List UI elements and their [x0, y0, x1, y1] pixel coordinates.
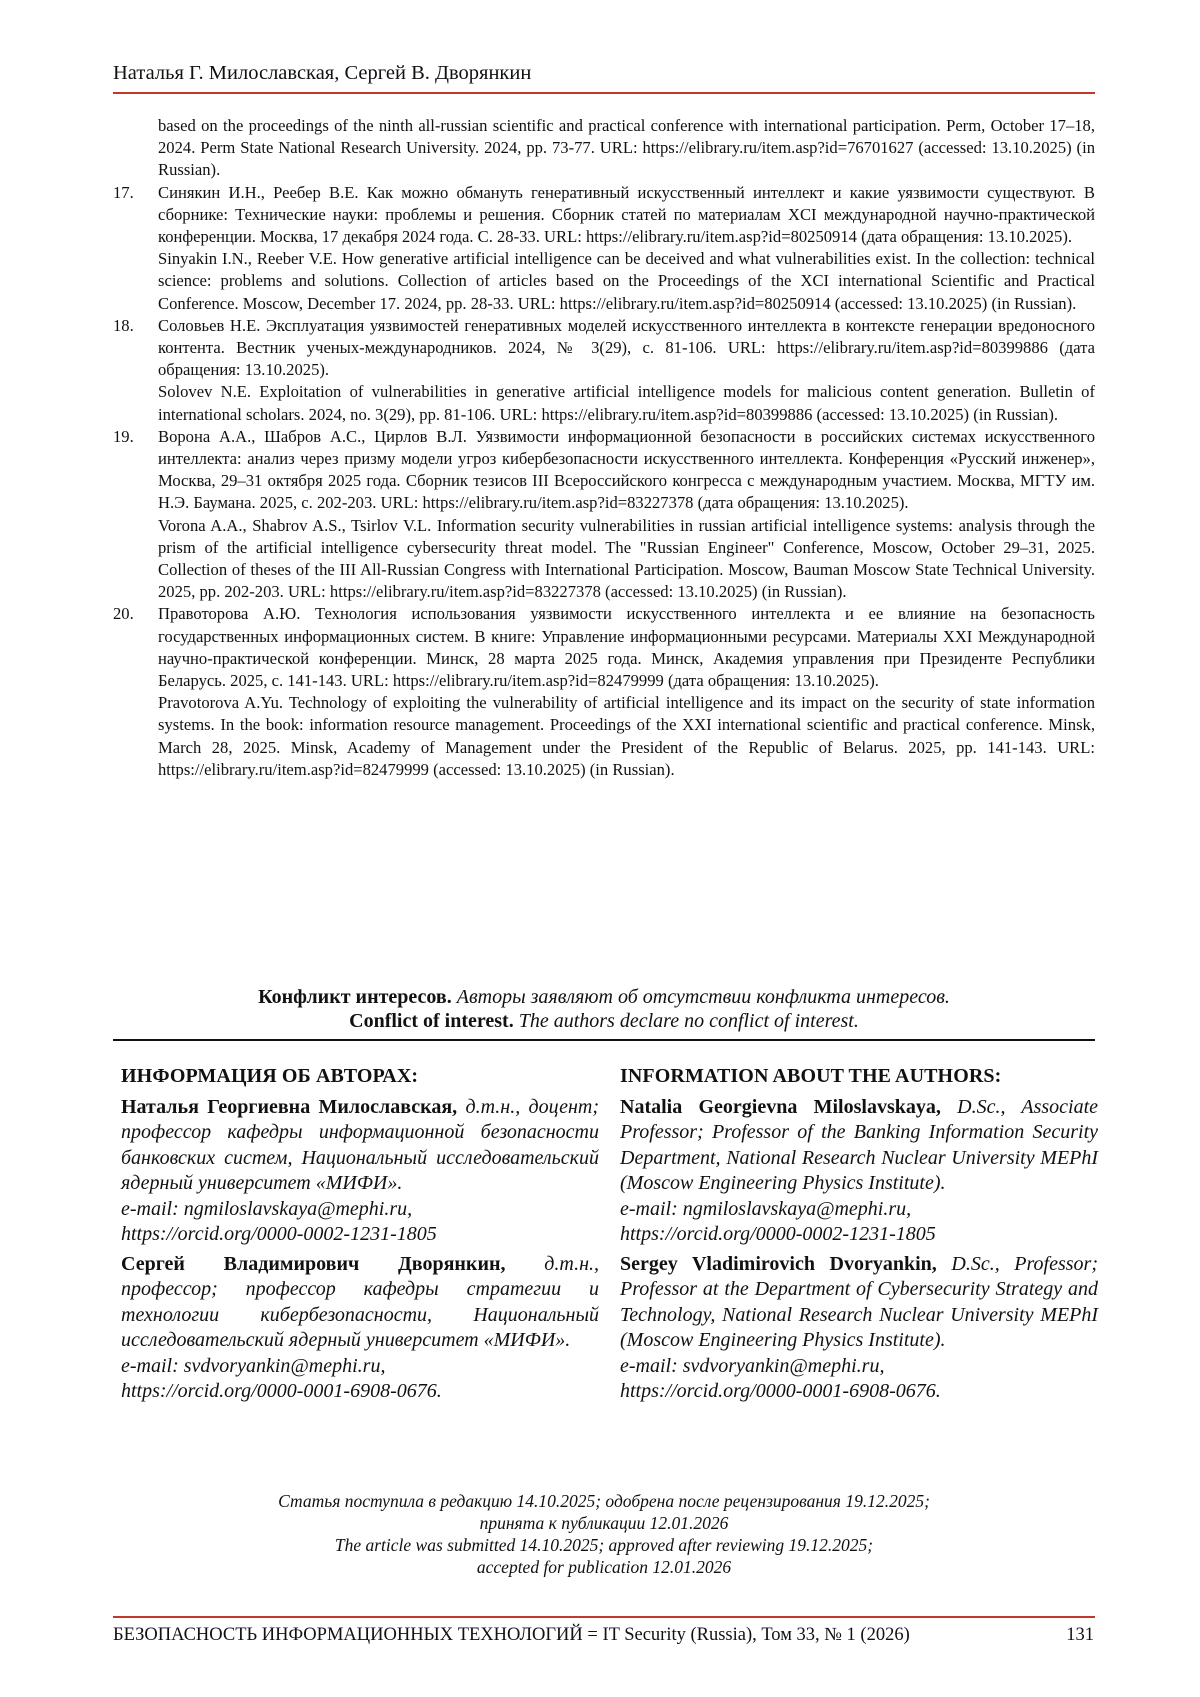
conflict-text-en: The authors declare no conflict of interest.: [518, 1010, 859, 1032]
reference-number: 17.: [113, 182, 134, 202]
reference-item: [113, 115, 1095, 182]
journal-footer: БЕЗОПАСНОСТЬ ИНФОРМАЦИОННЫХ ТЕХНОЛОГИЙ = IT Security (Russia), Том 33, № 1 (2026): [113, 1625, 910, 1645]
reference-text-ru: Правоторова А.Ю. Технология использования уязвимости искусственного интеллекта и ее влияние на безопасность государственных информационных систем. В книге: Управление информационными ресурсами. Материалы XXI Международной научно-практической конференции. Минск, 28 марта 2025 года. Минск, Академия управления при Президенте Республики Беларусь. 2025, с. 141-143. URL: https://elibrary.ru/item.asp?id=82479999 (дата обращения: 13.10.2025).: [158, 604, 1095, 691]
authors-info-ru: [121, 1064, 599, 1409]
author-name: Наталья Георгиевна Милославская,: [121, 1095, 458, 1118]
author-entry: [620, 1252, 1098, 1405]
author-orcid: https://orcid.org/0000-0002-1231-1805: [121, 1223, 437, 1245]
conflict-label-ru: Конфликт интересов.: [258, 986, 452, 1008]
author-orcid: https://orcid.org/0000-0001-6908-0676.: [121, 1380, 442, 1402]
author-email: e-mail: ngmiloslavskaya@mephi.ru,: [620, 1197, 912, 1220]
footer-rule: [113, 1616, 1095, 1618]
page-number: 131: [1066, 1625, 1094, 1645]
conflict-label-en: Conflict of interest.: [349, 1010, 514, 1032]
author-entry: [121, 1252, 599, 1405]
conflict-text-ru: Авторы заявляют об отсутствии конфликта интересов.: [456, 986, 950, 1008]
author-orcid: https://orcid.org/0000-0001-6908-0676.: [620, 1380, 941, 1402]
authors-heading-en: INFORMATION ABOUT THE AUTHORS:: [620, 1065, 1002, 1087]
author-email: e-mail: svdvoryankin@mephi.ru,: [121, 1354, 386, 1377]
reference-number: 20.: [113, 604, 134, 624]
author-entry: [121, 1095, 599, 1248]
article-history: [113, 1490, 1095, 1578]
author-details: д.т.н., профессор; профессор кафедры стратегии и технологии кибербезопасности, Национальный исследовательский ядерный университет «МИФИ».: [121, 1252, 600, 1351]
header-rule: [113, 92, 1095, 94]
reference-item: [113, 315, 1095, 426]
history-en-line2: accepted for publication 12.01.2026: [476, 1557, 732, 1577]
reference-text-en: Solovev N.E. Exploitation of vulnerabilities in generative artificial intelligence models for malicious content generation. Bulletin of international scholars. 2024, no. 3(29), pp. 81-106. URL: https://elibrary.ru/item.asp?id=80399886 (accessed: 13.10.2025) (in Russian).: [158, 382, 1095, 424]
author-email: e-mail: ngmiloslavskaya@mephi.ru,: [121, 1197, 413, 1220]
running-head: Наталья Г. Милославская, Сергей В. Дворянкин: [113, 62, 532, 84]
author-name: Natalia Georgievna Miloslavskaya,: [620, 1095, 941, 1118]
conflict-ru: [113, 985, 1095, 1009]
reference-number: 19.: [113, 426, 134, 446]
authors-info-en: [620, 1064, 1098, 1409]
history-ru-line1: Статья поступила в редакцию 14.10.2025; одобрена после рецензирования 19.12.2025;: [278, 1491, 930, 1511]
reference-item: [113, 182, 1095, 315]
author-name: Сергей Владимирович Дворянкин,: [121, 1252, 506, 1275]
author-email: e-mail: svdvoryankin@mephi.ru,: [620, 1354, 885, 1377]
authors-heading-ru: ИНФОРМАЦИЯ ОБ АВТОРАХ:: [121, 1065, 419, 1087]
history-en-line1: The article was submitted 14.10.2025; approved after reviewing 19.12.2025;: [334, 1535, 874, 1555]
author-details: D.Sc., Associate Professor; Professor of the Banking Information Security Department, National Research Nuclear University MEPhI (Moscow Engineering Physics Institute).: [620, 1095, 1098, 1194]
author-entry: [620, 1095, 1098, 1248]
reference-text-en: Pravotorova A.Yu. Technology of exploiting the vulnerability of artificial intelligence and its impact on the security of state information systems. In the book: information resource management. Proceedings of the XXI international scientific and practical conference. Minsk, March 28, 2025. Minsk, Academy of Management under the President of the Republic of Belarus. 2025, pp. 141-143. URL: https://elibrary.ru/item.asp?id=82479999 (accessed: 13.10.2025) (in Russian).: [158, 693, 1095, 779]
reference-text-ru: Ворона А.А., Шабров А.С., Цирлов В.Л. Уязвимости информационной безопасности в российских системах искусственного интеллекта: анализ через призму модели угроз кибербезопасности искусственного интеллекта. Конференция «Русский инженер», Москва, 29–31 октября 2025 года. Сборник тезисов III Всероссийского конгресса с международным участием. Москва, МГТУ им. Н.Э. Баумана. 2025, с. 202-203. URL: https://elibrary.ru/item.asp?id=83227378 (дата обращения: 13.10.2025).: [158, 426, 1095, 513]
reference-text-ru: Синякин И.Н., Реебер В.Е. Как можно обмануть генеративный искусственный интеллект и какие уязвимости существуют. В сборнике: Технические науки: проблемы и решения. Сборник статей по материалам XCI международной научно-практической конференции. Москва, 17 декабря 2024 года. С. 28-33. URL: https://elibrary.ru/item.asp?id=80250914 (дата обращения: 13.10.2025).: [158, 182, 1095, 247]
author-details: д.т.н., доцент; профессор кафедры информационной безопасности банковских систем, Национальный исследовательский ядерный университет «МИФИ».: [121, 1095, 600, 1194]
reference-text-en: Vorona A.A., Shabrov A.S., Tsirlov V.L. Information security vulnerabilities in russian artificial intelligence systems: analysis through the prism of the artificial intelligence cybersecurity threat model. The "Russian Engineer" Conference, Moscow, October 29–31, 2025. Collection of theses of the III All-Russian Congress with International Participation. Moscow, Bauman Moscow State Technical University. 2025, pp. 202-203. URL: https://elibrary.ru/item.asp?id=83227378 (accessed: 13.10.2025) (in Russian).: [158, 515, 1095, 602]
reference-item: [113, 603, 1095, 781]
reference-list: [113, 115, 1095, 781]
conflict-of-interest: [113, 985, 1095, 1033]
history-ru-line2: принята к публикации 12.01.2026: [479, 1513, 729, 1533]
reference-text: based on the proceedings of the ninth all-russian scientific and practical conference with international participation. Perm, October 17–18, 2024. Perm State National Research University. 2024, pp. 73-77. URL: https://elibrary.ru/item.asp?id=76701627 (accessed: 13.10.2025) (in Russian).: [158, 116, 1095, 180]
reference-number: 18.: [113, 315, 134, 335]
reference-item: [113, 426, 1095, 604]
section-divider: [113, 1039, 1095, 1041]
reference-text-en: Sinyakin I.N., Reeber V.E. How generative artificial intelligence can be deceived and what vulnerabilities exist. In the collection: technical science: problems and solutions. Collection of articles based on the Proceedings of the XCI international Scientific and Practical Conference. Moscow, December 17. 2024, pp. 28-33. URL: https://elibrary.ru/item.asp?id=80250914 (accessed: 13.10.2025) (in Russian).: [158, 249, 1095, 313]
reference-text-ru: Соловьев Н.Е. Эксплуатация уязвимостей генеративных моделей искусственного интеллекта в контексте генерации вредоносного контента. Вестник ученых-международников. 2024, № 3(29), с. 81-106. URL: https://elibrary.ru/item.asp?id=80399886 (дата обращения: 13.10.2025).: [158, 315, 1095, 380]
author-orcid: https://orcid.org/0000-0002-1231-1805: [620, 1223, 936, 1245]
author-details: D.Sc., Professor; Professor at the Department of Cybersecurity Strategy and Technology, National Research Nuclear University MEPhI (Moscow Engineering Physics Institute).: [620, 1252, 1099, 1351]
conflict-en: [113, 1009, 1095, 1033]
author-name: Sergey Vladimirovich Dvoryankin,: [620, 1252, 937, 1275]
